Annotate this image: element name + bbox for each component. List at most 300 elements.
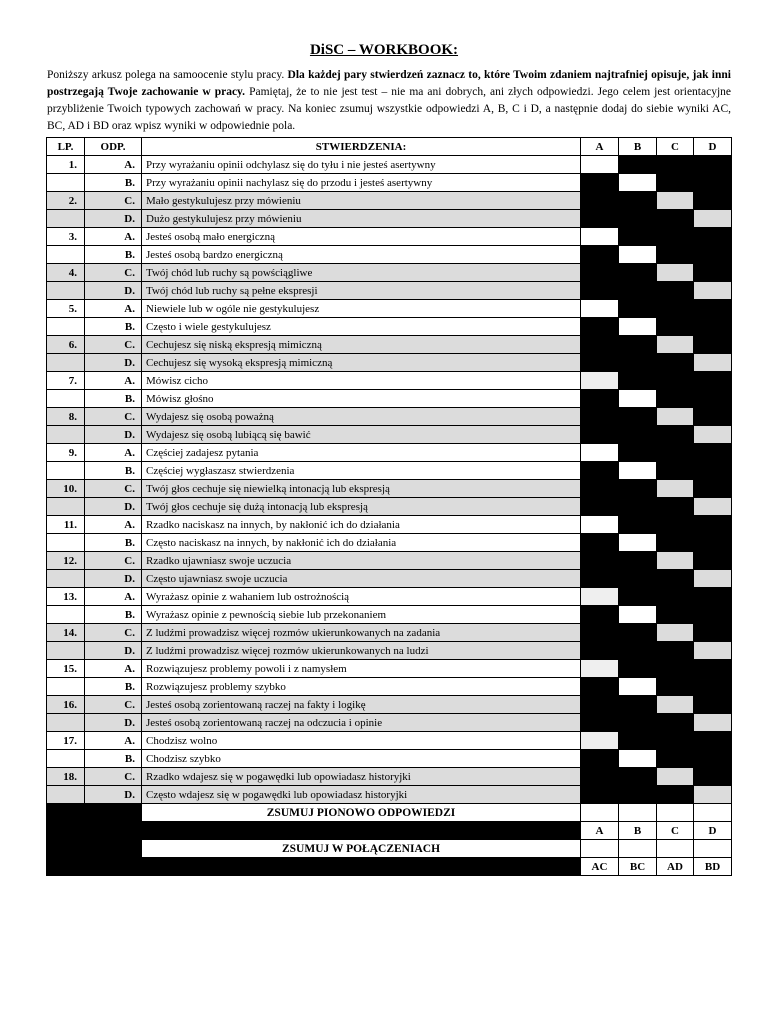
statement-text: Wydajesz się osobą poważną bbox=[142, 408, 581, 426]
answer-letter: D. bbox=[85, 354, 142, 372]
sum-a-field[interactable] bbox=[581, 804, 619, 822]
answer-box-a[interactable] bbox=[581, 444, 619, 462]
sum-vertical-label: ZSUMUJ PIONOWO ODPOWIEDZI bbox=[142, 804, 581, 822]
statement-text: Często naciskasz na innych, by nakłonić ich do działania bbox=[142, 534, 581, 552]
statement-row bbox=[47, 444, 732, 462]
sum-ac-caption: AC bbox=[581, 858, 619, 876]
answer-letter: A. bbox=[85, 228, 142, 246]
blocked-cell bbox=[694, 300, 732, 318]
answer-letter: D. bbox=[85, 642, 142, 660]
blocked-cell bbox=[619, 336, 657, 354]
answer-letter: B. bbox=[85, 174, 142, 192]
answer-letter: A. bbox=[85, 444, 142, 462]
summary-row bbox=[47, 858, 732, 876]
page-title: DiSC – WORKBOOK: bbox=[309, 42, 459, 58]
blocked-cell bbox=[657, 354, 694, 372]
answer-box-c[interactable] bbox=[657, 552, 694, 570]
row-number bbox=[47, 786, 85, 804]
blocked-cell bbox=[657, 642, 694, 660]
answer-box-b[interactable] bbox=[619, 318, 657, 336]
blocked-cell bbox=[657, 660, 694, 678]
row-number bbox=[47, 354, 85, 372]
statement-row bbox=[47, 174, 732, 192]
statement-row bbox=[47, 660, 732, 678]
row-number: 1. bbox=[47, 156, 85, 174]
answer-letter: D. bbox=[85, 282, 142, 300]
blocked-cell bbox=[657, 300, 694, 318]
answer-letter: C. bbox=[85, 264, 142, 282]
blocked-cell bbox=[619, 264, 657, 282]
statement-text: Chodzisz szybko bbox=[142, 750, 581, 768]
statement-text: Niewiele lub w ogóle nie gestykulujesz bbox=[142, 300, 581, 318]
statement-row bbox=[47, 714, 732, 732]
blocked-cell bbox=[657, 786, 694, 804]
row-number: 2. bbox=[47, 192, 85, 210]
blocked-cell bbox=[657, 534, 694, 552]
row-number bbox=[47, 246, 85, 264]
blocked-cell bbox=[694, 156, 732, 174]
sum-ac-field[interactable] bbox=[581, 840, 619, 858]
blocked-cell bbox=[694, 678, 732, 696]
blocked-cell bbox=[657, 426, 694, 444]
statement-row bbox=[47, 678, 732, 696]
statement-text: Mówisz głośno bbox=[142, 390, 581, 408]
statement-row bbox=[47, 786, 732, 804]
answer-box-c[interactable] bbox=[657, 264, 694, 282]
answer-box-b[interactable] bbox=[619, 750, 657, 768]
statement-row bbox=[47, 516, 732, 534]
sum-ad-field[interactable] bbox=[657, 840, 694, 858]
answer-box-c[interactable] bbox=[657, 696, 694, 714]
blocked-cell bbox=[657, 714, 694, 732]
answer-box-b[interactable] bbox=[619, 246, 657, 264]
statement-text: Z ludźmi prowadzisz więcej rozmów ukierunkowanych na ludzi bbox=[142, 642, 581, 660]
statement-text: Wyrażasz opinie z wahaniem lub ostrożnością bbox=[142, 588, 581, 606]
answer-letter: A. bbox=[85, 732, 142, 750]
header-row bbox=[47, 138, 732, 156]
blocked-cell bbox=[694, 768, 732, 786]
answer-box-b[interactable] bbox=[619, 678, 657, 696]
statement-row bbox=[47, 156, 732, 174]
blocked-cell bbox=[657, 750, 694, 768]
blocked-cell bbox=[657, 570, 694, 588]
blocked-cell bbox=[694, 552, 732, 570]
row-number bbox=[47, 750, 85, 768]
header-b: B bbox=[619, 138, 657, 156]
blocked-cell bbox=[694, 480, 732, 498]
summary-row bbox=[47, 840, 732, 858]
blocked-cell bbox=[581, 264, 619, 282]
answer-letter: C. bbox=[85, 480, 142, 498]
blocked-cell bbox=[694, 588, 732, 606]
blocked-cell bbox=[581, 624, 619, 642]
blocked-cell bbox=[694, 696, 732, 714]
sum-bd-caption: BD bbox=[694, 858, 732, 876]
answer-letter: D. bbox=[85, 210, 142, 228]
answer-letter: A. bbox=[85, 372, 142, 390]
blocked-cell bbox=[581, 642, 619, 660]
row-number bbox=[47, 678, 85, 696]
blocked-cell bbox=[619, 426, 657, 444]
blocked-cell bbox=[694, 336, 732, 354]
row-number bbox=[47, 534, 85, 552]
blocked-cell bbox=[581, 714, 619, 732]
blocked-cell bbox=[581, 354, 619, 372]
blocked-cell bbox=[581, 552, 619, 570]
sum-b-caption: B bbox=[619, 822, 657, 840]
row-number bbox=[47, 210, 85, 228]
blocked-cell bbox=[694, 660, 732, 678]
answer-letter: B. bbox=[85, 462, 142, 480]
sum-d-field[interactable] bbox=[694, 804, 732, 822]
row-number: 15. bbox=[47, 660, 85, 678]
blocked-cell bbox=[657, 318, 694, 336]
statement-text: Jesteś osobą zorientowaną raczej na fakty i logikę bbox=[142, 696, 581, 714]
blocked-cell bbox=[657, 732, 694, 750]
answer-box-d[interactable] bbox=[694, 786, 732, 804]
statement-row bbox=[47, 372, 732, 390]
statement-row bbox=[47, 318, 732, 336]
answer-letter: C. bbox=[85, 408, 142, 426]
blocked-cell bbox=[581, 606, 619, 624]
row-number: 8. bbox=[47, 408, 85, 426]
row-number bbox=[47, 714, 85, 732]
statement-text: Jesteś osobą bardzo energiczną bbox=[142, 246, 581, 264]
answer-box-d[interactable] bbox=[694, 642, 732, 660]
answer-box-c[interactable] bbox=[657, 408, 694, 426]
row-number bbox=[47, 498, 85, 516]
statement-row bbox=[47, 300, 732, 318]
blocked-cell bbox=[619, 732, 657, 750]
row-number: 4. bbox=[47, 264, 85, 282]
row-number: 18. bbox=[47, 768, 85, 786]
statement-row bbox=[47, 624, 732, 642]
blocked-cell bbox=[694, 408, 732, 426]
blocked-cell bbox=[694, 318, 732, 336]
statement-row bbox=[47, 336, 732, 354]
blocked-cell bbox=[619, 786, 657, 804]
statement-row bbox=[47, 606, 732, 624]
row-number: 16. bbox=[47, 696, 85, 714]
blocked-cell bbox=[581, 768, 619, 786]
filler-block bbox=[47, 822, 581, 840]
blocked-cell bbox=[581, 282, 619, 300]
statement-row bbox=[47, 210, 732, 228]
statement-row bbox=[47, 390, 732, 408]
row-number: 14. bbox=[47, 624, 85, 642]
statement-row bbox=[47, 588, 732, 606]
answer-box-a[interactable] bbox=[581, 660, 619, 678]
blocked-cell bbox=[657, 462, 694, 480]
answer-box-c[interactable] bbox=[657, 768, 694, 786]
blocked-cell bbox=[581, 498, 619, 516]
statement-row bbox=[47, 750, 732, 768]
blocked-cell bbox=[581, 534, 619, 552]
sum-bc-caption: BC bbox=[619, 858, 657, 876]
answer-letter: D. bbox=[85, 498, 142, 516]
blocked-cell bbox=[619, 480, 657, 498]
statement-text: Wydajesz się osobą lubiącą się bawić bbox=[142, 426, 581, 444]
answer-letter: D. bbox=[85, 570, 142, 588]
blocked-cell bbox=[694, 624, 732, 642]
blocked-cell bbox=[581, 426, 619, 444]
sum-a-caption: A bbox=[581, 822, 619, 840]
answer-letter: D. bbox=[85, 426, 142, 444]
header-a: A bbox=[581, 138, 619, 156]
answer-box-d[interactable] bbox=[694, 210, 732, 228]
row-number bbox=[47, 282, 85, 300]
row-number bbox=[47, 174, 85, 192]
answer-box-c[interactable] bbox=[657, 480, 694, 498]
sum-c-field[interactable] bbox=[657, 804, 694, 822]
blocked-cell bbox=[619, 192, 657, 210]
statement-text: Twój głos cechuje się niewielką intonacją lub ekspresją bbox=[142, 480, 581, 498]
blocked-cell bbox=[619, 642, 657, 660]
statement-row bbox=[47, 570, 732, 588]
blocked-cell bbox=[694, 462, 732, 480]
answer-box-b[interactable] bbox=[619, 174, 657, 192]
blocked-cell bbox=[619, 444, 657, 462]
blocked-cell bbox=[657, 174, 694, 192]
blocked-cell bbox=[694, 732, 732, 750]
blocked-cell bbox=[581, 390, 619, 408]
answer-box-a[interactable] bbox=[581, 732, 619, 750]
statement-text: Dużo gestykulujesz przy mówieniu bbox=[142, 210, 581, 228]
answer-letter: D. bbox=[85, 786, 142, 804]
blocked-cell bbox=[581, 786, 619, 804]
answer-letter: A. bbox=[85, 516, 142, 534]
blocked-cell bbox=[619, 354, 657, 372]
answer-box-d[interactable] bbox=[694, 282, 732, 300]
statement-text: Jesteś osobą zorientowaną raczej na odczucia i opinie bbox=[142, 714, 581, 732]
statement-text: Przy wyrażaniu opinii odchylasz się do tyłu i nie jesteś asertywny bbox=[142, 156, 581, 174]
row-number: 11. bbox=[47, 516, 85, 534]
row-number: 6. bbox=[47, 336, 85, 354]
row-number: 7. bbox=[47, 372, 85, 390]
statement-text: Mało gestykulujesz przy mówieniu bbox=[142, 192, 581, 210]
row-number bbox=[47, 606, 85, 624]
answer-box-b[interactable] bbox=[619, 534, 657, 552]
answer-box-d[interactable] bbox=[694, 570, 732, 588]
blocked-cell bbox=[581, 246, 619, 264]
answer-letter: C. bbox=[85, 552, 142, 570]
row-number bbox=[47, 462, 85, 480]
statement-row bbox=[47, 498, 732, 516]
blocked-cell bbox=[581, 336, 619, 354]
instructions-text: Poniższy arkusz polega na samoocenie stylu pracy. bbox=[47, 69, 288, 81]
sum-bc-field[interactable] bbox=[619, 840, 657, 858]
blocked-cell bbox=[581, 696, 619, 714]
statement-text: Wyrażasz opinie z pewnością siebie lub przekonaniem bbox=[142, 606, 581, 624]
blocked-cell bbox=[581, 480, 619, 498]
blocked-cell bbox=[657, 156, 694, 174]
answer-letter: B. bbox=[85, 390, 142, 408]
summary-row bbox=[47, 822, 732, 840]
answer-letter: A. bbox=[85, 300, 142, 318]
row-number bbox=[47, 642, 85, 660]
row-number: 13. bbox=[47, 588, 85, 606]
blocked-cell bbox=[619, 624, 657, 642]
answer-box-d[interactable] bbox=[694, 354, 732, 372]
answer-letter: B. bbox=[85, 678, 142, 696]
answer-box-b[interactable] bbox=[619, 606, 657, 624]
blocked-cell bbox=[619, 210, 657, 228]
instructions-text-2: Pamiętaj, że to nie jest test – nie ma ani dobrych, ani złych odpowiedzi. Jego celem jest orientacyjne przybliżenie Twoich typowych zachowań w pracy. Na koniec zsumuj wszystkie odpowiedzi A, B, C i D, a następnie dodaj do siebie wyniki AC, BC, AD i BD oraz wpisz wyniki w odpowiednie pola. bbox=[47, 86, 731, 132]
blocked-cell bbox=[581, 408, 619, 426]
statement-text: Twój chód lub ruchy są powściągliwe bbox=[142, 264, 581, 282]
blocked-cell bbox=[657, 390, 694, 408]
blocked-cell bbox=[657, 210, 694, 228]
header-statements: STWIERDZENIA: bbox=[142, 138, 581, 156]
answer-box-d[interactable] bbox=[694, 714, 732, 732]
statement-text: Rzadko naciskasz na innych, by nakłonić ich do działania bbox=[142, 516, 581, 534]
answer-box-b[interactable] bbox=[619, 462, 657, 480]
answer-letter: B. bbox=[85, 318, 142, 336]
statement-row bbox=[47, 696, 732, 714]
answer-box-a[interactable] bbox=[581, 372, 619, 390]
row-number: 3. bbox=[47, 228, 85, 246]
blocked-cell bbox=[581, 192, 619, 210]
statement-text: Rzadko wdajesz się w pogawędki lub opowiadasz historyjki bbox=[142, 768, 581, 786]
blocked-cell bbox=[694, 390, 732, 408]
row-number: 10. bbox=[47, 480, 85, 498]
blocked-cell bbox=[619, 696, 657, 714]
row-number: 17. bbox=[47, 732, 85, 750]
header-lp: LP. bbox=[47, 138, 85, 156]
row-number bbox=[47, 426, 85, 444]
sum-bd-field[interactable] bbox=[694, 840, 732, 858]
blocked-cell bbox=[619, 516, 657, 534]
statement-row bbox=[47, 246, 732, 264]
statement-text: Mówisz cicho bbox=[142, 372, 581, 390]
statement-row bbox=[47, 354, 732, 372]
answer-box-a[interactable] bbox=[581, 156, 619, 174]
blocked-cell bbox=[694, 372, 732, 390]
blocked-cell bbox=[619, 714, 657, 732]
blocked-cell bbox=[581, 174, 619, 192]
sum-b-field[interactable] bbox=[619, 804, 657, 822]
blocked-cell bbox=[581, 750, 619, 768]
answer-box-d[interactable] bbox=[694, 498, 732, 516]
answer-letter: B. bbox=[85, 246, 142, 264]
blocked-cell bbox=[657, 498, 694, 516]
blocked-cell bbox=[619, 660, 657, 678]
statement-text: Twój chód lub ruchy są pełne ekspresji bbox=[142, 282, 581, 300]
header-odp: ODP. bbox=[85, 138, 142, 156]
answer-letter: C. bbox=[85, 192, 142, 210]
filler-block bbox=[47, 804, 142, 822]
statement-text: Jesteś osobą mało energiczną bbox=[142, 228, 581, 246]
statement-text: Rzadko ujawniasz swoje uczucia bbox=[142, 552, 581, 570]
blocked-cell bbox=[581, 318, 619, 336]
answer-box-c[interactable] bbox=[657, 624, 694, 642]
statement-text: Częściej wygłaszasz stwierdzenia bbox=[142, 462, 581, 480]
answer-box-c[interactable] bbox=[657, 336, 694, 354]
row-number: 12. bbox=[47, 552, 85, 570]
answer-box-d[interactable] bbox=[694, 426, 732, 444]
header-c: C bbox=[657, 138, 694, 156]
statement-row bbox=[47, 534, 732, 552]
sum-c-caption: C bbox=[657, 822, 694, 840]
blocked-cell bbox=[619, 570, 657, 588]
statement-text: Cechujesz się wysoką ekspresją mimiczną bbox=[142, 354, 581, 372]
blocked-cell bbox=[694, 174, 732, 192]
filler-block bbox=[47, 858, 581, 876]
blocked-cell bbox=[657, 678, 694, 696]
statement-text: Przy wyrażaniu opinii nachylasz się do przodu i jesteś asertywny bbox=[142, 174, 581, 192]
statement-text: Z ludźmi prowadzisz więcej rozmów ukierunkowanych na zadania bbox=[142, 624, 581, 642]
instructions bbox=[47, 67, 731, 135]
answer-box-b[interactable] bbox=[619, 390, 657, 408]
blocked-cell bbox=[581, 210, 619, 228]
row-number: 9. bbox=[47, 444, 85, 462]
blocked-cell bbox=[694, 192, 732, 210]
statement-text: Często i wiele gestykulujesz bbox=[142, 318, 581, 336]
statement-row bbox=[47, 426, 732, 444]
blocked-cell bbox=[581, 678, 619, 696]
answer-letter: A. bbox=[85, 660, 142, 678]
statement-text: Cechujesz się niską ekspresją mimiczną bbox=[142, 336, 581, 354]
row-number bbox=[47, 570, 85, 588]
blocked-cell bbox=[581, 570, 619, 588]
statement-row bbox=[47, 642, 732, 660]
filler-block bbox=[47, 840, 142, 858]
answer-box-a[interactable] bbox=[581, 228, 619, 246]
sum-combined-label: ZSUMUJ W POŁĄCZENIACH bbox=[142, 840, 581, 858]
answer-letter: B. bbox=[85, 750, 142, 768]
blocked-cell bbox=[694, 264, 732, 282]
sum-d-caption: D bbox=[694, 822, 732, 840]
blocked-cell bbox=[619, 300, 657, 318]
statement-text: Rozwiązujesz problemy szybko bbox=[142, 678, 581, 696]
blocked-cell bbox=[694, 444, 732, 462]
blocked-cell bbox=[619, 588, 657, 606]
answer-box-a[interactable] bbox=[581, 588, 619, 606]
summary-row bbox=[47, 804, 732, 822]
answer-letter: B. bbox=[85, 534, 142, 552]
answer-box-a[interactable] bbox=[581, 300, 619, 318]
answer-letter: A. bbox=[85, 156, 142, 174]
blocked-cell bbox=[581, 462, 619, 480]
blocked-cell bbox=[694, 534, 732, 552]
blocked-cell bbox=[657, 516, 694, 534]
answer-box-a[interactable] bbox=[581, 516, 619, 534]
disc-worksheet bbox=[46, 137, 732, 876]
statement-row bbox=[47, 408, 732, 426]
row-number: 5. bbox=[47, 300, 85, 318]
blocked-cell bbox=[694, 228, 732, 246]
answer-box-c[interactable] bbox=[657, 192, 694, 210]
statement-row bbox=[47, 552, 732, 570]
blocked-cell bbox=[694, 516, 732, 534]
blocked-cell bbox=[619, 228, 657, 246]
blocked-cell bbox=[657, 228, 694, 246]
answer-letter: C. bbox=[85, 768, 142, 786]
row-number bbox=[47, 318, 85, 336]
blocked-cell bbox=[657, 606, 694, 624]
blocked-cell bbox=[657, 444, 694, 462]
statement-row bbox=[47, 462, 732, 480]
blocked-cell bbox=[619, 408, 657, 426]
statement-row bbox=[47, 264, 732, 282]
answer-letter: A. bbox=[85, 588, 142, 606]
statement-row bbox=[47, 768, 732, 786]
blocked-cell bbox=[657, 372, 694, 390]
blocked-cell bbox=[619, 372, 657, 390]
answer-letter: C. bbox=[85, 696, 142, 714]
header-d: D bbox=[694, 138, 732, 156]
blocked-cell bbox=[619, 498, 657, 516]
